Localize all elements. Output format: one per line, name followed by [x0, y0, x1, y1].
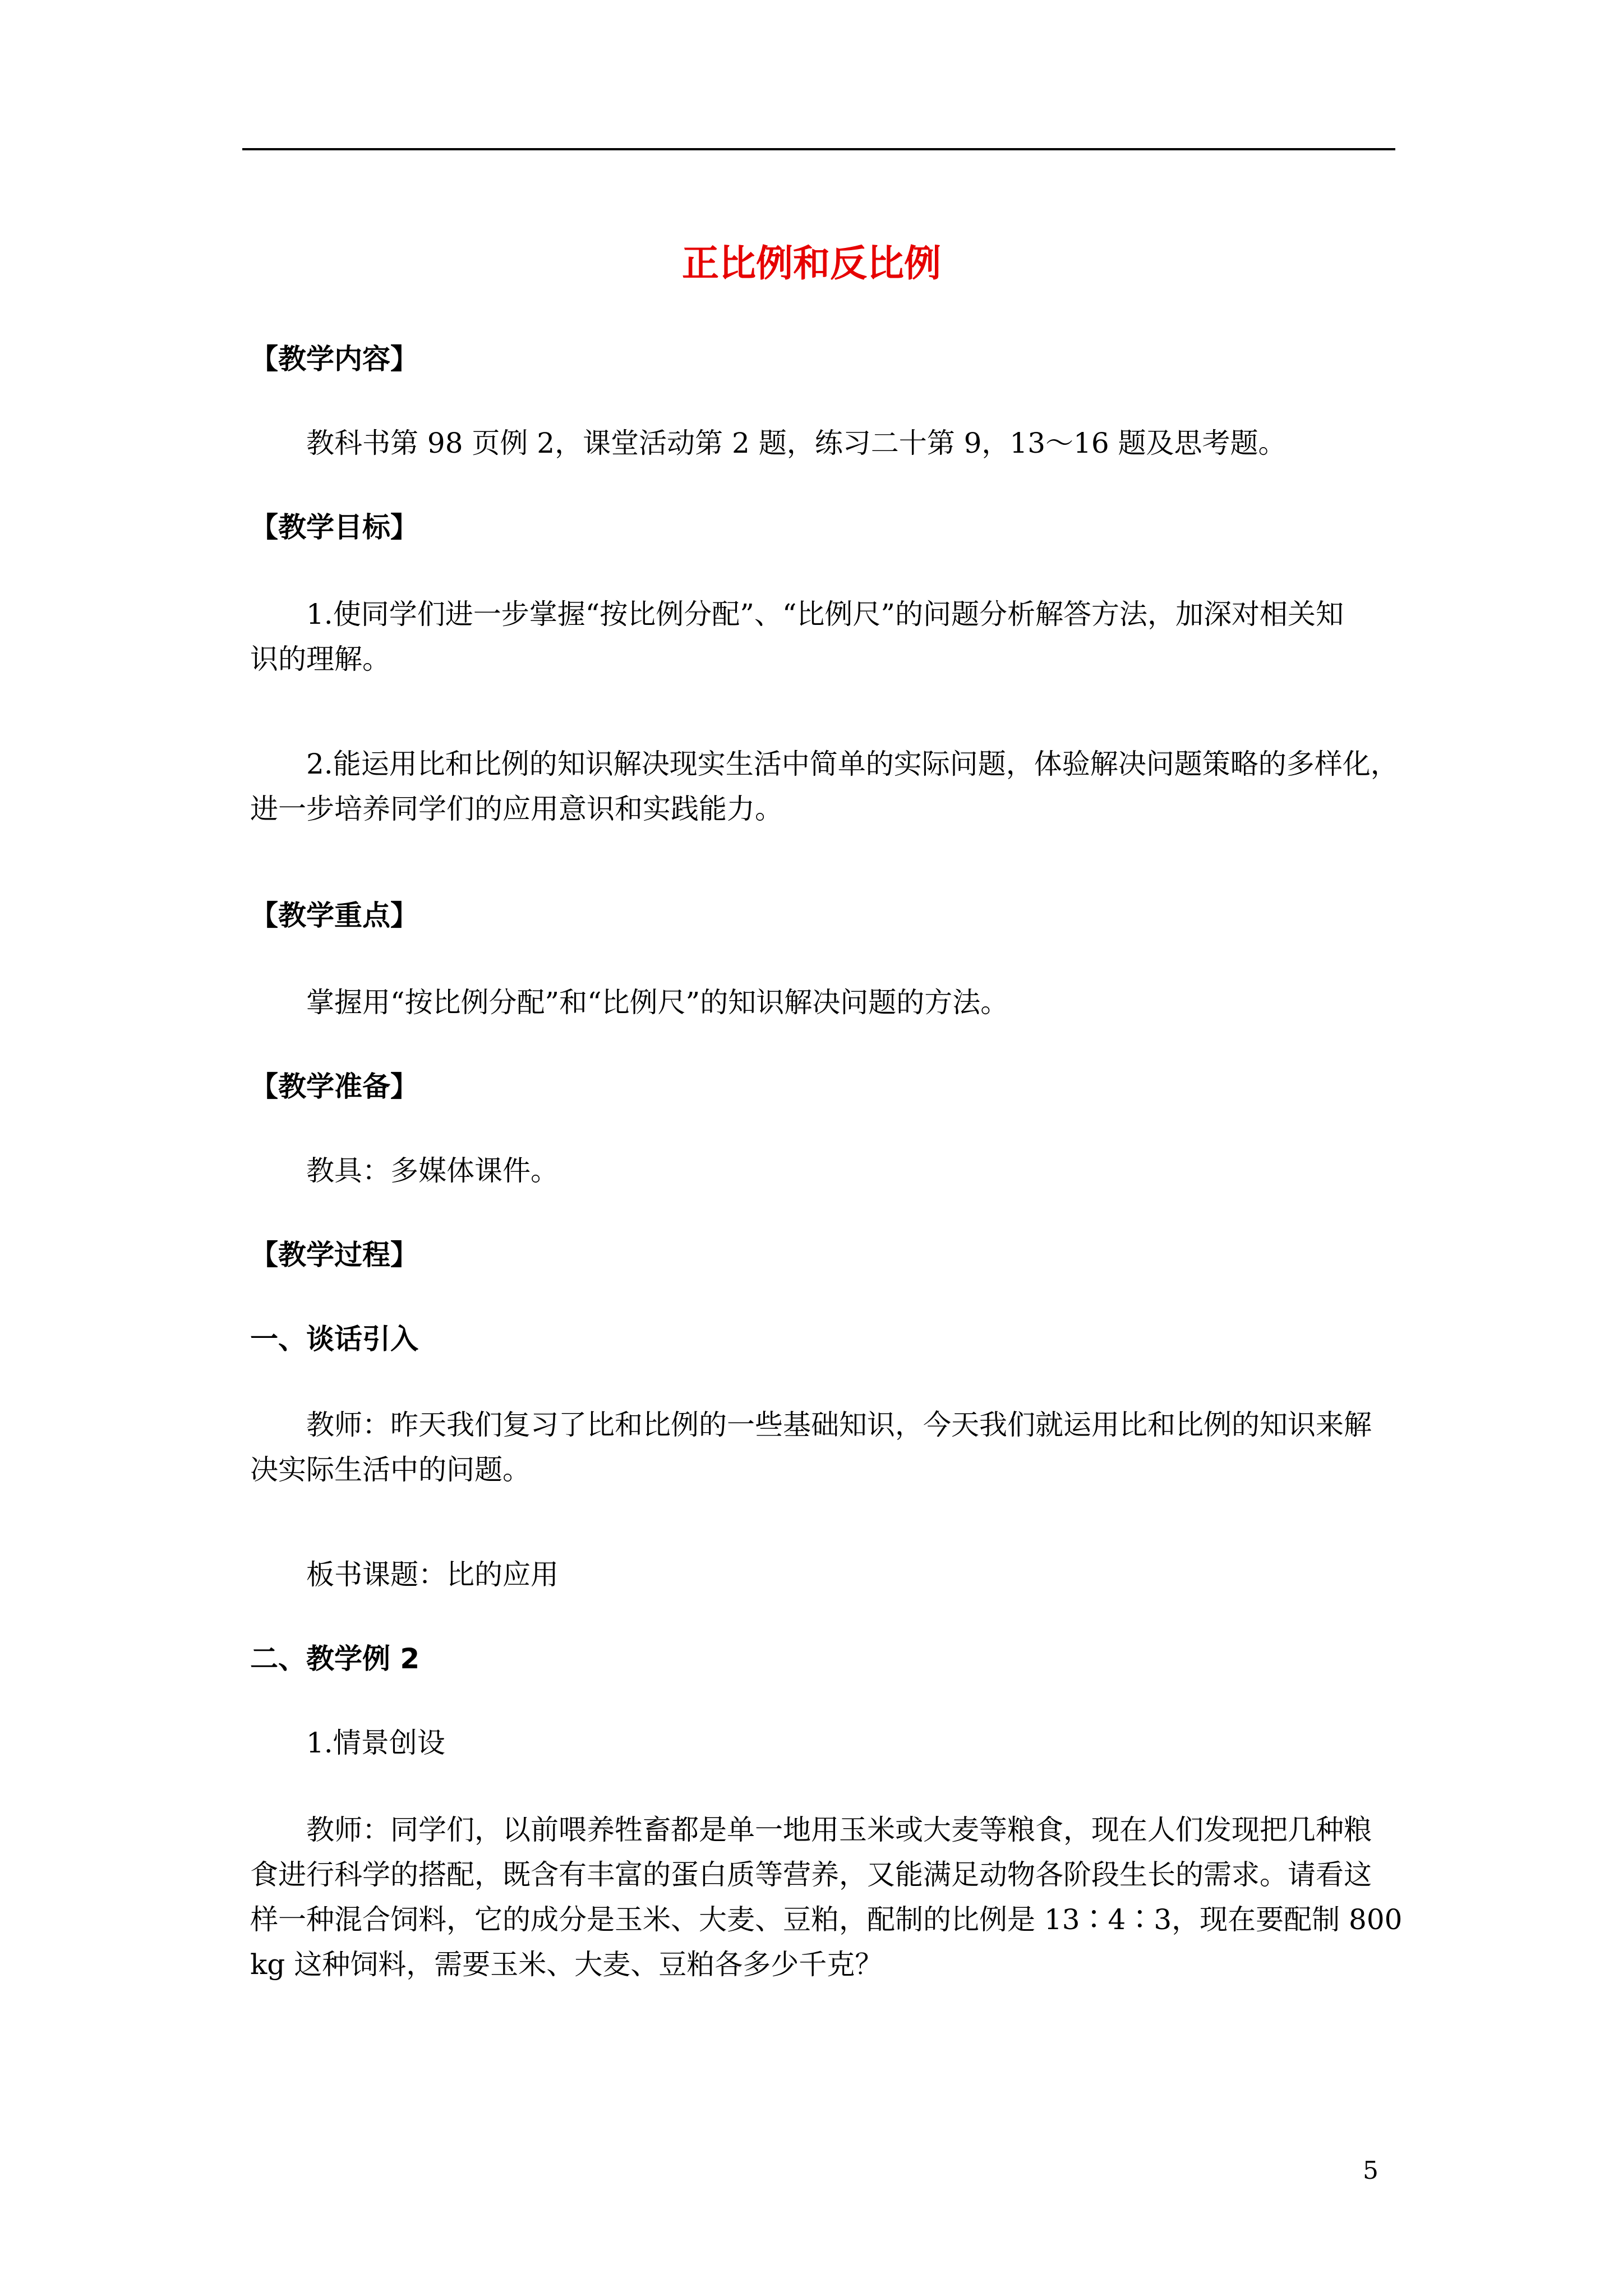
- section-heading-part-2: 二、教学例 2: [250, 1642, 420, 1675]
- page-number: 5: [1363, 2156, 1378, 2185]
- paragraph-part-1: [250, 1402, 1394, 1492]
- paragraph-part-2-sub: [250, 1720, 1394, 1765]
- section-heading-content: 【教学内容】: [250, 343, 418, 375]
- paragraph-part-2: [250, 1807, 1403, 1987]
- paragraph-line: 食进行科学的搭配，既含有丰富的蛋白质等营养，又能满足动物各阶段生长的需求。请看这: [250, 1858, 1372, 1891]
- section-heading-process: 【教学过程】: [250, 1239, 418, 1271]
- paragraph-goal-2: [250, 742, 1399, 831]
- header-rule: [242, 148, 1395, 150]
- section-heading-goals: 【教学目标】: [250, 511, 418, 544]
- paragraph-line: 教具：多媒体课件。: [306, 1154, 559, 1187]
- paragraph-key-points: [250, 980, 1394, 1025]
- paragraph-goal-1: [250, 592, 1394, 682]
- paragraph-line: 教科书第 98 页例 2，课堂活动第 2 题，练习二十第 9，13～16 题及思考题。: [306, 427, 1287, 459]
- paragraph-board: [250, 1552, 1394, 1597]
- paragraph-line: 1.情景创设: [306, 1727, 445, 1759]
- paragraph-line: 2.能运用比和比例的知识解决现实生活中简单的实际问题，体验解决问题策略的多样化，: [306, 748, 1399, 780]
- paragraph-line: 教师：昨天我们复习了比和比例的一些基础知识，今天我们就运用比和比例的知识来解: [306, 1409, 1372, 1441]
- section-heading-part-1: 一、谈话引入: [250, 1323, 418, 1355]
- paragraph-preparation: [250, 1148, 1394, 1193]
- paragraph-line: kg 这种饲料，需要玉米、大麦、豆粕各多少千克？: [250, 1948, 883, 1981]
- section-heading-preparation: 【教学准备】: [250, 1070, 418, 1103]
- paragraph-line: 掌握用“按比例分配”和“比例尺”的知识解决问题的方法。: [306, 986, 1009, 1019]
- paragraph-line: 样一种混合饲料，它的成分是玉米、大麦、豆粕，配制的比例是 13∶4∶3，现在要配制 800: [250, 1903, 1403, 1936]
- page-title: 正比例和反比例: [682, 242, 941, 285]
- paragraph-content: [250, 421, 1394, 466]
- paragraph-line: 1.使同学们进一步掌握“按比例分配”、“比例尺”的问题分析解答方法，加深对相关知: [306, 598, 1344, 631]
- paragraph-line: 板书课题：比的应用: [306, 1558, 559, 1591]
- paragraph-line: 教师：同学们，以前喂养牲畜都是单一地用玉米或大麦等粮食，现在人们发现把几种粮: [306, 1814, 1372, 1846]
- section-heading-key-points: 【教学重点】: [250, 899, 418, 932]
- paragraph-line: 进一步培养同学们的应用意识和实践能力。: [250, 793, 783, 825]
- paragraph-line: 决实际生活中的问题。: [250, 1453, 531, 1486]
- paragraph-line: 识的理解。: [250, 643, 390, 675]
